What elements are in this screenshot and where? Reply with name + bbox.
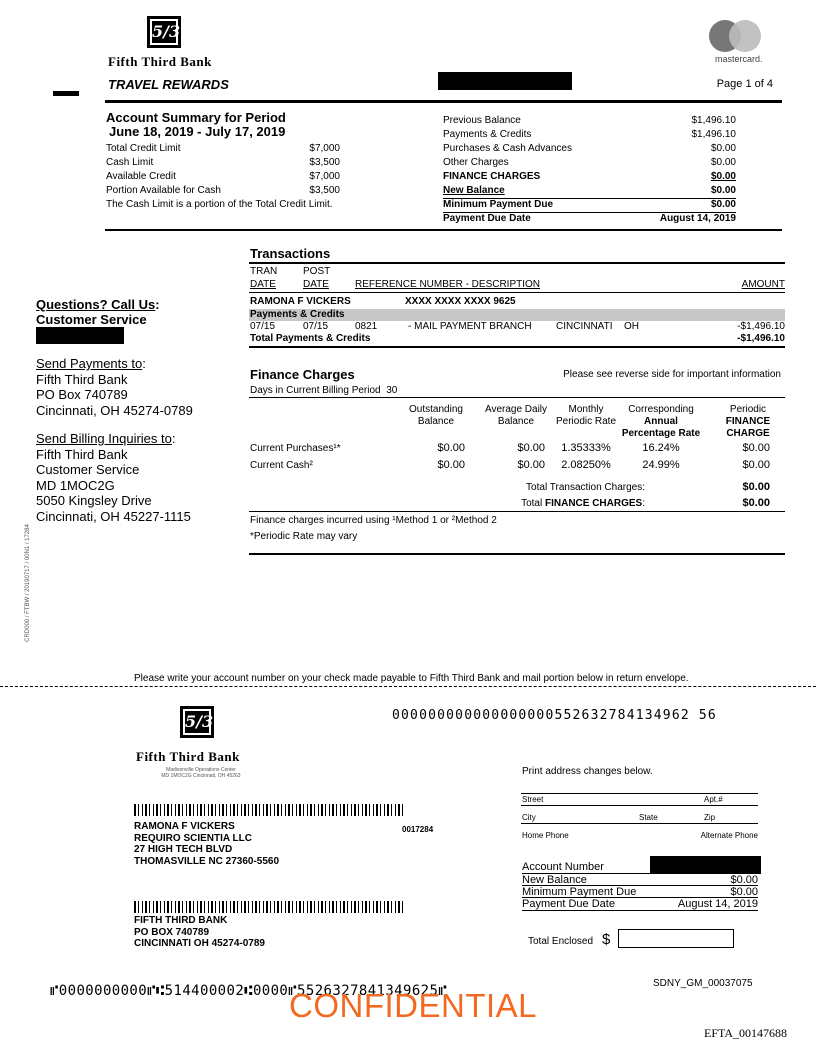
periodic-rate: 1.35333% bbox=[561, 442, 611, 454]
summary-label: New Balance bbox=[443, 185, 505, 196]
summary-value: $7,000 bbox=[309, 171, 340, 182]
redaction bbox=[650, 856, 761, 874]
due-date-value: August 14, 2019 bbox=[677, 898, 758, 910]
avg-daily: $0.00 bbox=[517, 459, 545, 471]
summary-label: Payment Due Date bbox=[443, 213, 531, 224]
summary-label: Previous Balance bbox=[443, 115, 521, 126]
finance-rule bbox=[249, 397, 785, 398]
h-monthly-rate bbox=[550, 404, 622, 428]
questions-colon: : bbox=[155, 297, 160, 312]
summary-label: Portion Available for Cash bbox=[106, 185, 221, 196]
amount: -$1,496.10 bbox=[737, 321, 785, 332]
summary-period: June 18, 2019 - July 17, 2019 bbox=[109, 124, 286, 139]
summary-label: Available Credit bbox=[106, 171, 176, 182]
zip-label: Zip bbox=[704, 813, 716, 822]
dollar-sign: $ bbox=[602, 931, 611, 948]
due-date-label: Payment Due Date bbox=[522, 898, 615, 910]
confidential-stamp: CONFIDENTIAL bbox=[289, 987, 538, 1024]
transactions-end-rule bbox=[249, 346, 785, 348]
summary-value: $0.00 bbox=[710, 199, 736, 210]
row-label: Current Purchases¹* bbox=[250, 443, 341, 454]
summary-rule bbox=[105, 229, 782, 231]
min-due-label: Minimum Payment Due bbox=[522, 886, 637, 898]
h-line: Percentage Rate bbox=[621, 428, 701, 439]
transactions-title-rule bbox=[249, 262, 785, 264]
address-line: Cincinnati, OH 45274-0789 bbox=[36, 402, 193, 418]
postal-barcode bbox=[134, 804, 404, 816]
send-payments-block: Send Payments to: Fifth Third Bank PO Box 740789 Cincinnati, OH 45274-0789 bbox=[36, 356, 193, 418]
bank-name: Fifth Third Bank bbox=[108, 54, 212, 69]
finance-total-rule bbox=[249, 511, 785, 512]
total-fc-colon: : bbox=[642, 498, 645, 509]
col-amount: AMOUNT bbox=[741, 279, 785, 290]
send-payments-label: Send Payments to bbox=[36, 356, 143, 371]
new-balance-value: $0.00 bbox=[730, 874, 758, 886]
finance-row bbox=[250, 442, 770, 456]
method-footnote: Finance charges incurred using ¹Method 1 or ²Method 2 bbox=[250, 515, 497, 526]
finance-charge: $0.00 bbox=[742, 442, 770, 454]
address-line: RAMONA F VICKERS bbox=[134, 821, 235, 832]
mastercard-logo bbox=[709, 20, 771, 64]
apr: 16.24% bbox=[642, 442, 680, 454]
city-label: City bbox=[522, 813, 536, 822]
h-outstanding bbox=[400, 404, 472, 428]
account-masked: XXXX XXXX XXXX 9625 bbox=[405, 296, 516, 307]
ops-address: MD 1MOC2G Cincinnati, OH 45263 bbox=[161, 773, 241, 779]
days-in-period bbox=[250, 385, 397, 396]
summary-label: FINANCE CHARGES bbox=[443, 171, 541, 182]
summary-value: $1,496.10 bbox=[691, 129, 736, 140]
header-rule bbox=[105, 100, 782, 103]
scan-line: 000000000000000000552632784134962 56 bbox=[392, 708, 717, 723]
summary-value: $0.00 bbox=[710, 171, 736, 182]
h-line: CHARGE bbox=[726, 428, 770, 439]
total-label: Total Payments & Credits bbox=[250, 333, 371, 344]
questions-heading bbox=[36, 297, 160, 312]
reverse-note: Please see reverse side for important information bbox=[563, 369, 781, 380]
section-payments-credits bbox=[249, 309, 785, 321]
min-due-value: $0.00 bbox=[730, 886, 758, 898]
state: OH bbox=[624, 321, 639, 332]
summary-value: $7,000 bbox=[309, 143, 340, 154]
home-phone-label: Home Phone bbox=[522, 831, 569, 840]
redaction bbox=[36, 327, 124, 344]
summary-label: Purchases & Cash Advances bbox=[443, 143, 572, 154]
street-field[interactable] bbox=[521, 805, 758, 806]
efta-id: EFTA_00147688 bbox=[704, 1026, 788, 1040]
col-post: POST bbox=[303, 266, 331, 277]
address-line: Customer Service bbox=[36, 462, 140, 477]
bank-logo: 5/3 bbox=[147, 16, 181, 48]
apr: 24.99% bbox=[642, 459, 680, 471]
total-value: -$1,496.10 bbox=[737, 333, 785, 344]
summary-label: Cash Limit bbox=[106, 157, 154, 168]
sequence-number: 0017284 bbox=[402, 825, 434, 834]
h-line: Periodic bbox=[729, 404, 767, 415]
summary-value: August 14, 2019 bbox=[659, 213, 736, 224]
summary-label: Total Credit Limit bbox=[106, 143, 181, 154]
col-tran-date: DATE bbox=[250, 279, 276, 290]
col-tran: TRAN bbox=[250, 266, 278, 277]
finance-title: Finance Charges bbox=[250, 367, 355, 382]
avg-daily: $0.00 bbox=[517, 442, 545, 454]
address-line: 27 HIGH TECH BLVD bbox=[134, 844, 233, 855]
description: - MAIL PAYMENT BRANCH bbox=[408, 321, 532, 332]
remit-address bbox=[134, 915, 265, 950]
alt-phone-label: Alternate Phone bbox=[700, 831, 758, 840]
total-fc-label: FINANCE CHARGES bbox=[544, 498, 643, 509]
summary-label: Minimum Payment Due bbox=[443, 199, 554, 210]
h-line: Outstanding bbox=[409, 404, 463, 415]
summary-value: $3,500 bbox=[309, 157, 340, 168]
city-field[interactable] bbox=[521, 823, 758, 824]
total-enclosed-input[interactable] bbox=[618, 929, 734, 948]
summary-value: $0.00 bbox=[710, 143, 736, 154]
address-line: PO BOX 740789 bbox=[134, 926, 210, 938]
total-prefix: Total bbox=[521, 498, 543, 509]
outstanding: $0.00 bbox=[437, 459, 465, 471]
total-finance-charges-label bbox=[440, 498, 645, 509]
days-value: 30 bbox=[386, 385, 398, 396]
h-line: Annual bbox=[644, 416, 678, 427]
product-name: TRAVEL REWARDS bbox=[108, 77, 229, 92]
micr-line: ⑈0000000000⑈⑆514400002⑆0000⑈5526327841349625⑈ bbox=[50, 983, 448, 999]
h-finance-charge bbox=[712, 404, 784, 440]
ops-center: Madisonville Operations Center bbox=[166, 767, 236, 773]
address-line: MD 1MOC2G bbox=[36, 477, 115, 493]
address-line: 5050 Kingsley Drive bbox=[36, 493, 152, 508]
h-avg-daily bbox=[480, 404, 552, 428]
corner-mark bbox=[53, 91, 79, 96]
city: CINCINNATI bbox=[556, 321, 613, 332]
summary-value: $3,500 bbox=[309, 185, 340, 196]
coupon-instruction: Please write your account number on your check made payable to Fifth Third Bank and mail portion below in return envelope. bbox=[134, 673, 689, 684]
h-line: Periodic Rate bbox=[555, 416, 617, 427]
post-date: 07/15 bbox=[303, 321, 329, 332]
customer-address bbox=[134, 821, 279, 867]
h-line: Balance bbox=[497, 416, 535, 427]
section-label: Payments & Credits bbox=[250, 309, 345, 320]
total-finance-charges-value: $0.00 bbox=[742, 497, 770, 509]
remit-barcode bbox=[134, 901, 404, 913]
total-enclosed-label: Total Enclosed bbox=[528, 936, 594, 947]
state-label: State bbox=[639, 813, 658, 822]
summary-label: Other Charges bbox=[443, 157, 509, 168]
address-line: REQUIRO SCIENTIA LLC bbox=[134, 832, 252, 844]
address-line: Fifth Third Bank bbox=[36, 371, 128, 387]
customer-service-heading: Customer Service bbox=[36, 312, 147, 327]
row-label: Current Cash² bbox=[250, 460, 313, 471]
finance-charge: $0.00 bbox=[742, 459, 770, 471]
h-apr bbox=[615, 404, 707, 440]
h-line: Monthly bbox=[568, 404, 604, 415]
summary-value: $1,496.10 bbox=[691, 115, 736, 126]
cardholder-name: RAMONA F VICKERS bbox=[250, 296, 351, 307]
address-line: Cincinnati, OH 45227-1115 bbox=[36, 508, 191, 524]
h-line: FINANCE bbox=[725, 416, 771, 427]
h-line: Average Daily bbox=[484, 404, 548, 415]
street-label: Street bbox=[522, 795, 544, 804]
tear-line bbox=[0, 686, 816, 687]
print-address-changes: Print address changes below. bbox=[522, 766, 653, 777]
finance-row bbox=[250, 459, 770, 473]
coupon-bank-logo: 5/3 bbox=[180, 706, 214, 738]
outstanding: $0.00 bbox=[437, 442, 465, 454]
total-tx-charges-label: Total Transaction Charges: bbox=[526, 482, 645, 493]
redaction bbox=[438, 72, 572, 90]
address-change-form bbox=[521, 793, 758, 843]
send-inquiries-block: Send Billing Inquiries to: Fifth Third Bank Customer Service MD 1MOC2G 5050 Kingsley Drive Cincinnati, OH 45227-1115 bbox=[36, 431, 191, 524]
tran-date: 07/15 bbox=[250, 321, 276, 332]
total-payments-row bbox=[250, 333, 785, 345]
send-inquiries-label: Send Billing Inquiries to bbox=[36, 431, 172, 446]
address-line: PO Box 740789 bbox=[36, 387, 128, 402]
summary-value: $0.00 bbox=[710, 157, 736, 168]
questions-text: Questions? Call Us bbox=[36, 297, 156, 312]
card-brand-text: mastercard. bbox=[715, 54, 763, 64]
summary-label: Payments & Credits bbox=[443, 129, 532, 140]
address-line: Fifth Third Bank bbox=[36, 446, 128, 462]
side-code: CRD000 / FTBW / 20190717 / 00N1 / 17284 bbox=[25, 524, 31, 642]
transactions-title: Transactions bbox=[250, 246, 331, 261]
col-post-date: DATE bbox=[303, 279, 329, 290]
days-label: Days in Current Billing Period bbox=[250, 385, 381, 396]
reference: 0821 bbox=[355, 321, 378, 332]
coupon-bank-name: Fifth Third Bank bbox=[136, 749, 240, 764]
cash-limit-note: The Cash Limit is a portion of the Total Credit Limit. bbox=[106, 199, 333, 210]
new-balance-label: New Balance bbox=[522, 874, 587, 886]
address-line: FIFTH THIRD BANK bbox=[134, 915, 228, 926]
summary-value: $0.00 bbox=[710, 185, 736, 196]
page-number: Page 1 of 4 bbox=[716, 78, 773, 90]
table-row bbox=[250, 321, 785, 333]
col-reference: REFERENCE NUMBER - DESCRIPTION bbox=[355, 279, 541, 290]
h-line: Balance bbox=[417, 416, 455, 427]
document-id: SDNY_GM_00037075 bbox=[653, 978, 753, 989]
account-number-label: Account Number bbox=[522, 861, 604, 873]
summary-title: Account Summary for Period bbox=[106, 110, 286, 125]
address-line: THOMASVILLE NC 27360-5560 bbox=[134, 855, 280, 867]
periodic-rate: 2.08250% bbox=[561, 459, 611, 471]
header-rule bbox=[249, 292, 785, 293]
address-line: CINCINNATI OH 45274-0789 bbox=[134, 938, 265, 949]
apt-label: Apt.# bbox=[704, 795, 723, 804]
periodic-rate-footnote: *Periodic Rate may vary bbox=[250, 531, 358, 542]
finance-end-rule bbox=[249, 553, 785, 555]
h-line: Corresponding bbox=[628, 404, 694, 415]
total-tx-charges-value: $0.00 bbox=[742, 481, 770, 493]
